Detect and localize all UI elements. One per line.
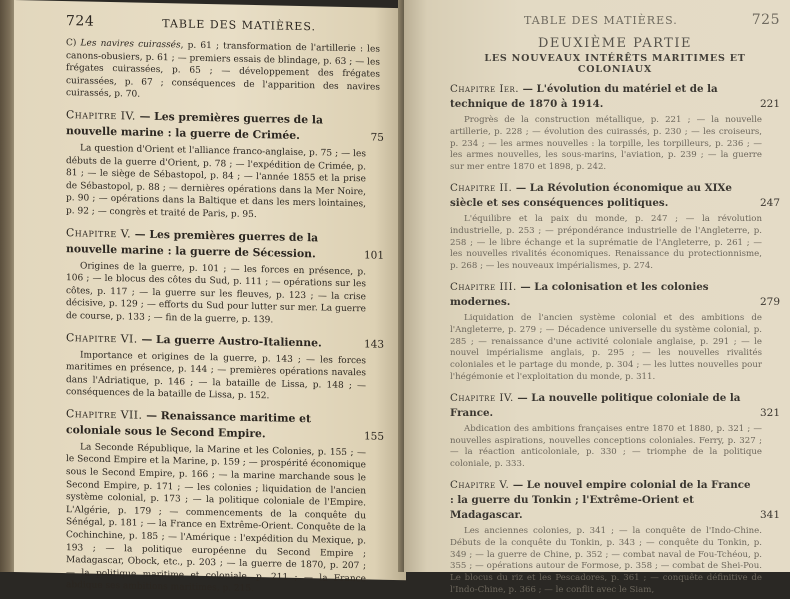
part-subtitle: LES NOUVEAUX INTÉRÊTS MARITIMES ET COLONIAUX <box>484 53 746 75</box>
chapter-entry[interactable] <box>450 478 780 597</box>
chapter-description: Importance et origines de la guerre, p. 143 ; — les forces maritimes en présence, p. 144 ; — premières opérations navales dans l'Adriatique, p. 146 ; — la bataille de Lissa, p. 148 ; — conséquences de la bataille de Lissa, p. 152. <box>66 349 366 402</box>
chapter-title: — Renaissance maritime et coloniale sous le Second Empire. <box>66 408 311 441</box>
chapter-entry[interactable] <box>450 280 780 384</box>
chapter-label: Chapitre V. <box>450 478 510 491</box>
left-page-number: 724 <box>66 13 95 30</box>
right-page-number: 725 <box>751 12 780 28</box>
chapter-page: 75 <box>370 131 384 144</box>
intro-italic: Les navires cuirassés <box>80 38 181 51</box>
chapter-title: — Le nouvel empire colonial de la France : la guerre du Tonkin ; l'Extrême-Orient et Madagascar. <box>450 478 751 521</box>
chapter-heading <box>450 391 780 421</box>
left-header <box>66 13 384 36</box>
chapter-label: Chapitre VI. <box>66 330 138 346</box>
chapter-heading <box>66 406 384 445</box>
chapter-entry[interactable] <box>66 225 384 330</box>
chapter-page: 279 <box>759 295 780 308</box>
chapter-label: Chapitre Ier. <box>450 83 520 95</box>
chapter-label: Chapitre VII. <box>66 406 143 422</box>
intro-paragraph <box>66 37 384 107</box>
chapter-description: La Seconde République, la Marine et les Colonies, p. 155 ; — le Second Empire et la Marine, p. 159 ; — prospérité économique sous le Second Empire, p. 166 ; — la marine marchande sous le Second Empire, p. 171 ; — les colonies ; liquidation de l'ancien système colonial, p. 173 ; — la politique coloniale de l'Empire. L'Algérie, p. 179 ; — commencements de la conquête du Sénégal, p. 181 ; — la France en Extrême-Orient. Conquête de la Cochinchine, p. 185 ; — l'Amérique : l'expédition du Mexique, p. 193 ; — la politique européenne du Second Empire ; Madagascar, Obock, etc., p. 203 ; — la guerre de 1870, p. 207 ; — la politique maritime et coloniale, p. 211 ; — la France abdique ses ambitions maritimes, p. 215. <box>66 442 366 595</box>
chapter-heading <box>66 107 384 146</box>
chapter-heading <box>66 225 384 264</box>
chapter-label: Chapitre III. <box>450 280 517 293</box>
chapter-description: Abdication des ambitions françaises entre 1870 et 1880, p. 321 ; — nouvelles aspirations, nouvelles conceptions coloniales. Ferry, p. 327 ; — la réaction anticoloniale, p. 330 ; — triomphe de la politique coloniale, p. 333. <box>450 423 762 470</box>
intro-text: , p. 61 ; transformation de l'artillerie : les canons-obusiers, p. 61 ; — premiers essais de blindage, p. 63 ; — les frégates cuirassées, p. 65 ; — développement des frégates cuirassées, p. 67 ; conséquences de l'apparition des navires cuirassés, p. 70. <box>66 40 380 101</box>
chapter-page: 101 <box>363 248 384 262</box>
chapter-page: 143 <box>363 337 384 351</box>
chapter-page: 341 <box>759 508 780 521</box>
chapter-title: — Les premières guerres de la nouvelle marine : la guerre de Sécession. <box>66 227 319 260</box>
part-title: DEUXIÈME PARTIE <box>538 36 692 51</box>
chapter-title: — La Révolution économique au XIXe siècle et ses conséquences politiques. <box>450 181 732 209</box>
chapter-heading <box>450 280 780 310</box>
chapter-entry[interactable] <box>450 391 780 471</box>
chapter-description: Progrès de la construction métallique, p. 221 ; — la nouvelle artillerie, p. 228 ; — évolution des cuirassés, p. 230 ; — les croiseurs, p. 234 ; — les armes nouvelles : la torpille, les torpilleurs, p. 236 ; — les armes nouvelles, les sous-marins, l'aviation, p. 239 ; — la guerre sur mer entre 1870 et 1898, p. 242. <box>450 115 762 173</box>
chapter-entry[interactable] <box>66 330 384 406</box>
chapter-page: 247 <box>759 196 780 209</box>
chapter-entry[interactable] <box>66 107 384 224</box>
chapter-description: Les anciennes colonies, p. 341 ; — la conquête de l'Indo-Chine. Débuts de la conquête du Tonkin, p. 343 ; — conquête du Tonkin, p. 349 ; — la guerre de Chine, p. 352 ; — combat naval de Fou-Tchéou, p. 355 ; — opérations autour de Formose, p. 358 ; — combat de Shei-Pou. Le blocus du riz et les Pescadores, p. 361 ; — conquête définitive de l'Indo-Chine, p. 366 ; — le conflit avec le Siam, <box>450 525 762 595</box>
chapter-title: — Les premières guerres de la nouvelle marine : la guerre de Crimée. <box>66 109 323 142</box>
chapter-label: Chapitre II. <box>450 181 513 194</box>
chapter-entry[interactable] <box>450 181 780 273</box>
chapter-description: L'équilibre et la paix du monde, p. 247 ; — la révolution industrielle, p. 253 ; — prépondérance industrielle de l'Angleterre, p. 258 ; — le libre échange et la suprématie de l'Angleterre, p. 261 ; — les nouvelles rivalités économiques. Renaissance du protectionnisme, p. 268 ; — les nouveaux impérialismes, p. 274. <box>450 213 762 272</box>
left-running-title: TABLE DES MATIÈRES. <box>162 17 316 34</box>
chapter-title: — La guerre Austro-Italienne. <box>141 332 322 349</box>
chapter-title: — L'évolution du matériel et de la technique de 1870 à 1914. <box>450 83 718 110</box>
chapter-heading <box>450 181 780 211</box>
chapter-page: 155 <box>363 430 384 443</box>
right-header <box>450 12 780 28</box>
chapter-heading <box>450 82 780 112</box>
left-page <box>14 0 406 595</box>
chapter-label: Chapitre IV. <box>66 108 136 123</box>
chapter-description: Origines de la guerre, p. 101 ; — les forces en présence, p. 106 ; — le blocus des côtes du Sud, p. 111 ; — opérations sur les côtes, p. 117 ; — la guerre sur les fleuves, p. 123 ; — la crise décisive, p. 129 ; — efforts du Sud pour lutter sur mer. La guerre de course, p. 133 ; — fin de la guerre, p. 139. <box>66 260 366 326</box>
right-running-title: TABLE DES MATIÈRES. <box>524 14 678 27</box>
chapter-description: La question d'Orient et l'alliance franco-anglaise, p. 75 ; — les débuts de la guerre d'Orient, p. 78 ; — l'expédition de Crimée, p. 81 ; — le siège de Sébastopol, p. 84 ; — l'année 1855 et la prise de Sébastopol, p. 88 ; — dernières opérations dans la Mer Noire, p. 90 ; — opérations dans la Baltique et dans les mers lointaines, p. 92 ; — congrès et traité de Paris, p. 95. <box>66 143 366 221</box>
chapter-title: — La nouvelle politique coloniale de la France. <box>450 391 741 419</box>
chapter-entry[interactable] <box>66 406 384 599</box>
chapter-description: Liquidation de l'ancien système colonial et des ambitions de l'Angleterre, p. 279 ; — Décadence universelle du système colonial, p. 285 ; — renaissance d'une activité coloniale anglaise, p. 291 ; — le nouvel impérialisme anglais, p. 295 ; — les nouvelles rivalités coloniales et le partage du monde, p. 304 ; — les luttes nouvelles pour l'hégémonie et l'exploitation du monde, p. 311. <box>450 312 762 382</box>
chapter-heading <box>450 478 780 523</box>
intro-prefix: C) <box>66 38 77 49</box>
chapter-label: Chapitre IV. <box>450 391 514 404</box>
chapter-label: Chapitre V. <box>66 225 132 240</box>
chapter-page: 321 <box>759 406 780 419</box>
chapter-title: — La colonisation et les colonies modernes. <box>450 280 709 308</box>
right-page <box>404 0 790 595</box>
chapter-entry[interactable] <box>450 82 780 174</box>
chapter-page: 221 <box>759 98 780 110</box>
